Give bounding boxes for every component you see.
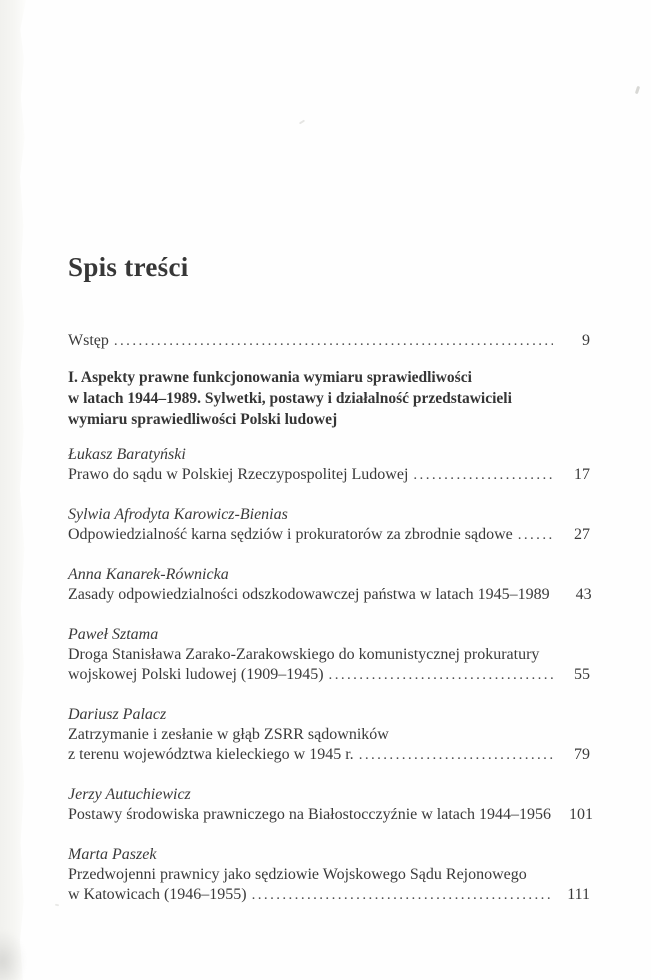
entry-page-number: 9 (582, 332, 590, 349)
entry-page-number: 101 (568, 806, 593, 823)
section-heading-line: wymiaru sprawiedliwości Polski ludowej (68, 411, 338, 428)
scan-speck (299, 120, 305, 125)
dot-leader (329, 665, 553, 685)
entry-author: Sylwia Afrodyta Karowicz-Bienias (68, 506, 288, 523)
entry-author: Łukasz Baratyński (68, 446, 186, 463)
toc-row (68, 885, 590, 905)
entry-page-number: 55 (574, 666, 590, 683)
entry-title: Postawy środowiska prawniczego na Białostocczyźnie w latach 1944–1956 (68, 806, 551, 823)
entry-author: Marta Paszek (68, 846, 157, 863)
toc-entry (68, 625, 590, 685)
entry-title: Zatrzymanie i zesłanie w głąb ZSRR sądowników (68, 726, 389, 743)
dot-leader (518, 525, 553, 545)
entry-title: Prawo do sądu w Polskiej Rzeczypospolitej Ludowej (68, 466, 409, 483)
entry-title: Przedwojenni prawnicy jako sędziowie Wojskowego Sądu Rejonowego (68, 866, 527, 883)
bottom-left-smudge (0, 930, 26, 980)
section-heading-line: I. Aspekty prawne funkcjonowania wymiaru sprawiedliwości (68, 369, 472, 386)
toc-row (68, 665, 590, 685)
entry-title: wojskowej Polski ludowej (1909–1945) (68, 666, 324, 683)
toc-row-wstep (68, 330, 590, 352)
dot-leader (359, 745, 553, 765)
toc-row (68, 525, 590, 545)
entry-title: z terenu województwa kieleckiego w 1945 r. (68, 746, 354, 763)
entry-title: Zasady odpowiedzialności odszkodowawczej państwa w latach 1945–1989 (68, 586, 550, 603)
toc-row (68, 585, 590, 605)
page-left-edge-shadow (0, 0, 26, 980)
entry-author: Jerzy Autuchiewicz (68, 786, 191, 803)
toc-entry (68, 445, 590, 485)
page-title: Spis treści (68, 252, 189, 282)
dot-leader (413, 465, 553, 485)
entry-author: Dariusz Palacz (68, 706, 167, 723)
entry-page-number: 43 (575, 586, 592, 603)
toc-entries (68, 445, 593, 905)
toc-row (68, 805, 593, 825)
toc-entry (68, 845, 590, 905)
scan-speck (635, 86, 640, 95)
entry-page-number: 111 (567, 886, 590, 903)
toc-entry (68, 565, 590, 605)
toc-row (68, 745, 590, 765)
scan-speck (55, 904, 59, 907)
entry-page-number: 79 (574, 746, 590, 763)
toc-entry (68, 785, 593, 825)
dot-leader (252, 885, 553, 905)
toc-entry (68, 705, 590, 765)
section-heading (68, 367, 590, 430)
toc-entry-label: Wstęp (68, 332, 109, 349)
entry-title: Droga Stanisława Zarako-Zarakowskiego do komunistycznej prokuratury (68, 646, 540, 663)
entry-page-number: 17 (574, 466, 590, 483)
entry-title: w Katowicach (1946–1955) (68, 886, 247, 903)
section-heading-line: w latach 1944–1989. Sylwetki, postawy i działalność przedstawicieli (68, 390, 512, 407)
entry-page-number: 27 (574, 526, 590, 543)
dot-leader (114, 330, 553, 352)
toc-content (68, 250, 593, 925)
toc-entry (68, 505, 590, 545)
toc-row (68, 465, 590, 485)
entry-author: Paweł Sztama (68, 626, 159, 643)
entry-title: Odpowiedzialność karna sędziów i prokuratorów za zbrodnie sądowe (68, 526, 513, 543)
entry-author: Anna Kanarek-Równicka (68, 566, 229, 583)
